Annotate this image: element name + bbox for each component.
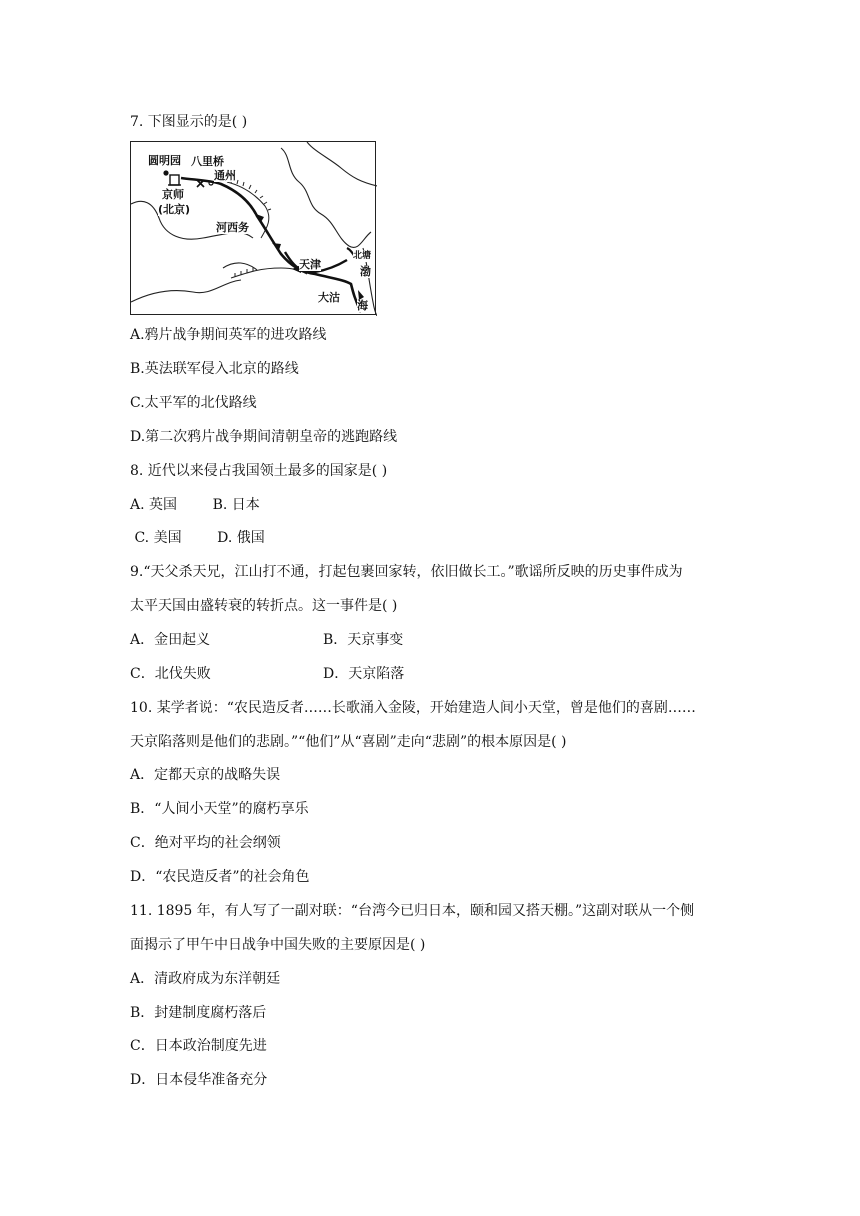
route-map [130, 141, 376, 315]
q9-option-c: C．北伐失败 [130, 666, 211, 682]
q9-option-d: D．天京陷落 [323, 666, 405, 682]
q8-stem: 8. 近代以来侵占我国领土最多的国家是( ) [130, 463, 388, 479]
map-label-tianjin: 天津 [299, 258, 321, 271]
q7-stem: 7. 下图显示的是( ) [130, 114, 248, 130]
q11-stem-line1: 11. 1895 年，有人写了一副对联：“台湾今已归日本，颐和园又搭天棚。”这副对联从一个侧 [130, 903, 695, 919]
q9-option-b: B．天京事变 [323, 632, 404, 648]
map-label-beijing: (北京) [158, 203, 191, 216]
map-label-hai: 海 [357, 299, 368, 312]
q9-stem-line1: 9.“天父杀天兄，江山打不通，打起包裹回家转，依旧做长工。”歌谣所反映的历史事件成为 [130, 564, 683, 580]
q10-option-a: A．定都天京的战略失误 [130, 767, 281, 783]
map-label-dagu: 大沽 [318, 291, 340, 304]
q7-option-d: D.第二次鸦片战争期间清朝皇帝的逃跑路线 [130, 429, 398, 445]
q9-stem-line2: 太平天国由盛转衰的转折点。这一事件是( ) [130, 598, 398, 614]
map-label-baliqiao: 八里桥 [191, 155, 224, 168]
q7-option-a: A.鸦片战争期间英军的进攻路线 [130, 327, 327, 343]
q10-option-b: B．“人间小天堂”的腐朽享乐 [130, 801, 309, 817]
q10-stem-line2: 天京陷落则是他们的悲剧。”“他们”从“喜剧”走向“悲剧”的根本原因是( ) [130, 734, 567, 750]
q8-options-row2: C. 美国 D. 俄国 [130, 530, 265, 546]
route-map-drawing [131, 142, 377, 316]
q9-option-a: A．金田起义 [130, 632, 211, 648]
map-label-beitang: 北塘 [353, 251, 372, 261]
map-label-jingshi: 京师 [162, 188, 184, 201]
q8-options-row1: A. 英国 B. 日本 [130, 497, 260, 513]
q11-option-d: D．日本侵华准备充分 [130, 1072, 268, 1088]
q11-option-a: A．清政府成为东洋朝廷 [130, 971, 281, 987]
map-label-bo: 渤 [360, 265, 371, 278]
q10-option-c: C．绝对平均的社会纲领 [130, 835, 281, 851]
q10-option-d: D．“农民造反者”的社会角色 [130, 869, 310, 885]
map-label-hexiwu: 河西务 [216, 221, 249, 234]
q7-option-b: B.英法联军侵入北京的路线 [130, 361, 299, 377]
map-label-tongzhou: 通州 [214, 169, 236, 182]
map-label-yuanmingyuan: 圆明园 [148, 154, 181, 167]
q11-stem-line2: 面揭示了甲午中日战争中国失败的主要原因是( ) [130, 937, 426, 953]
q10-stem-line1: 10. 某学者说：“农民造反者……长歌涌入金陵，开始建造人间小天堂，曾是他们的喜剧…… [130, 700, 696, 716]
q11-option-b: B．封建制度腐朽落后 [130, 1005, 267, 1021]
q11-option-c: C．日本政治制度先进 [130, 1038, 267, 1054]
q7-option-c: C.太平军的北伐路线 [130, 395, 257, 411]
